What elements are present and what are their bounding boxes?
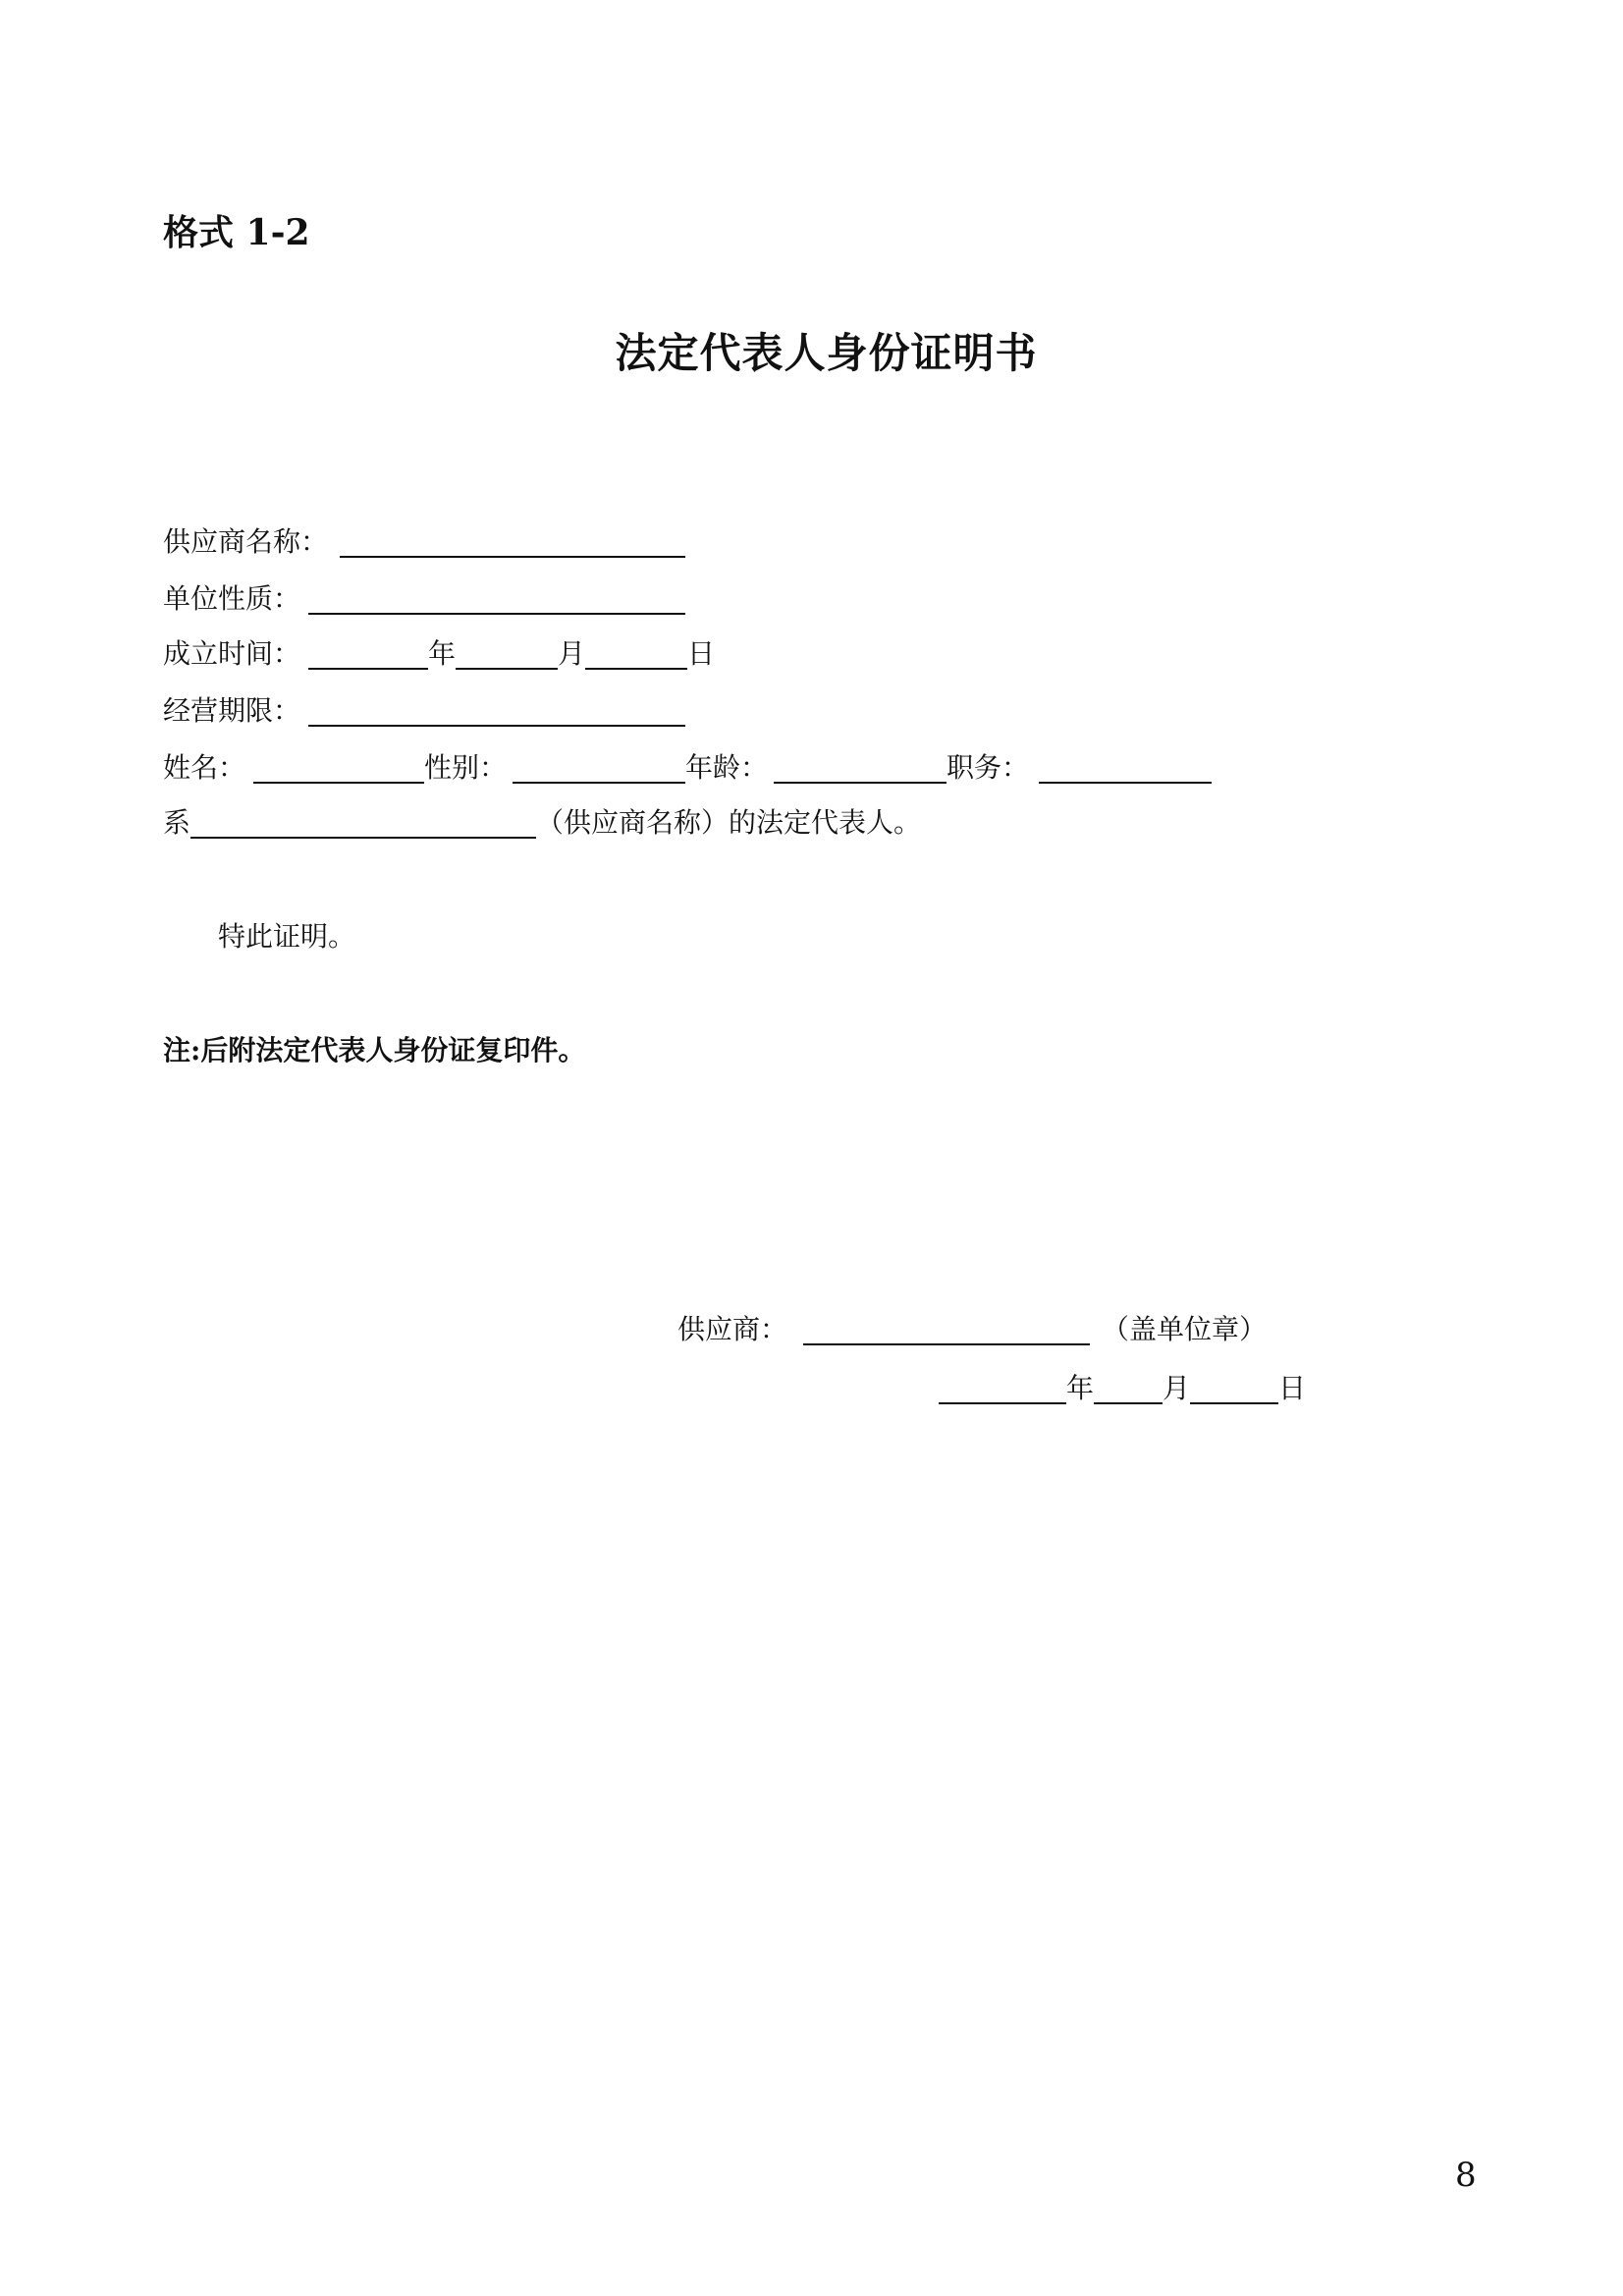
relation-row xyxy=(163,799,921,847)
gender-label: 性别： xyxy=(424,751,508,784)
signature-day-label: 日 xyxy=(1278,1372,1307,1404)
signature-supplier-row xyxy=(677,1306,1267,1353)
supplier-name-field[interactable] xyxy=(340,520,685,558)
position-label: 职务： xyxy=(947,751,1030,784)
signature-supplier-field[interactable] xyxy=(803,1308,1090,1345)
gender-field[interactable] xyxy=(513,746,685,784)
signature-month-field[interactable] xyxy=(1094,1367,1163,1404)
established-year-field[interactable] xyxy=(308,632,428,670)
established-day-label: 日 xyxy=(687,637,716,670)
name-label: 姓名： xyxy=(163,751,246,784)
supplier-name-row xyxy=(163,519,685,566)
document-title: 法定代表人身份证明书 xyxy=(615,329,1038,377)
signature-year-label: 年 xyxy=(1066,1372,1095,1404)
format-label: 格式 1-2 xyxy=(163,212,310,253)
relation-suffix: （供应商名称）的法定代表人。 xyxy=(536,806,922,839)
age-label: 年龄： xyxy=(685,751,769,784)
attachment-note: 注:后附法定代表人身份证复印件。 xyxy=(163,1034,586,1066)
relation-supplier-field[interactable] xyxy=(190,801,536,839)
age-field[interactable] xyxy=(774,746,947,784)
certify-text: 特此证明。 xyxy=(218,920,356,953)
established-label: 成立时间： xyxy=(163,637,301,670)
page-number: 8 xyxy=(1455,2156,1477,2195)
established-row xyxy=(163,630,715,678)
position-field[interactable] xyxy=(1039,746,1212,784)
business-term-field[interactable] xyxy=(308,689,685,727)
unit-nature-label: 单位性质： xyxy=(163,582,301,615)
signature-day-field[interactable] xyxy=(1190,1367,1278,1404)
supplier-name-label: 供应商名称： xyxy=(163,525,329,558)
signature-month-label: 月 xyxy=(1163,1372,1191,1404)
name-field[interactable] xyxy=(253,746,424,784)
established-month-label: 月 xyxy=(558,637,586,670)
established-month-field[interactable] xyxy=(456,632,558,670)
signature-date-row xyxy=(939,1365,1306,1412)
signature-year-field[interactable] xyxy=(939,1367,1066,1404)
established-year-label: 年 xyxy=(428,637,457,670)
business-term-row xyxy=(163,687,685,735)
relation-prefix: 系 xyxy=(163,806,191,839)
signature-supplier-label: 供应商： xyxy=(677,1313,788,1345)
unit-nature-field[interactable] xyxy=(308,577,685,615)
established-day-field[interactable] xyxy=(585,632,687,670)
seal-text: （盖单位章） xyxy=(1102,1313,1268,1345)
business-term-label: 经营期限： xyxy=(163,694,301,727)
unit-nature-row xyxy=(163,575,685,623)
person-info-row xyxy=(163,744,1212,792)
